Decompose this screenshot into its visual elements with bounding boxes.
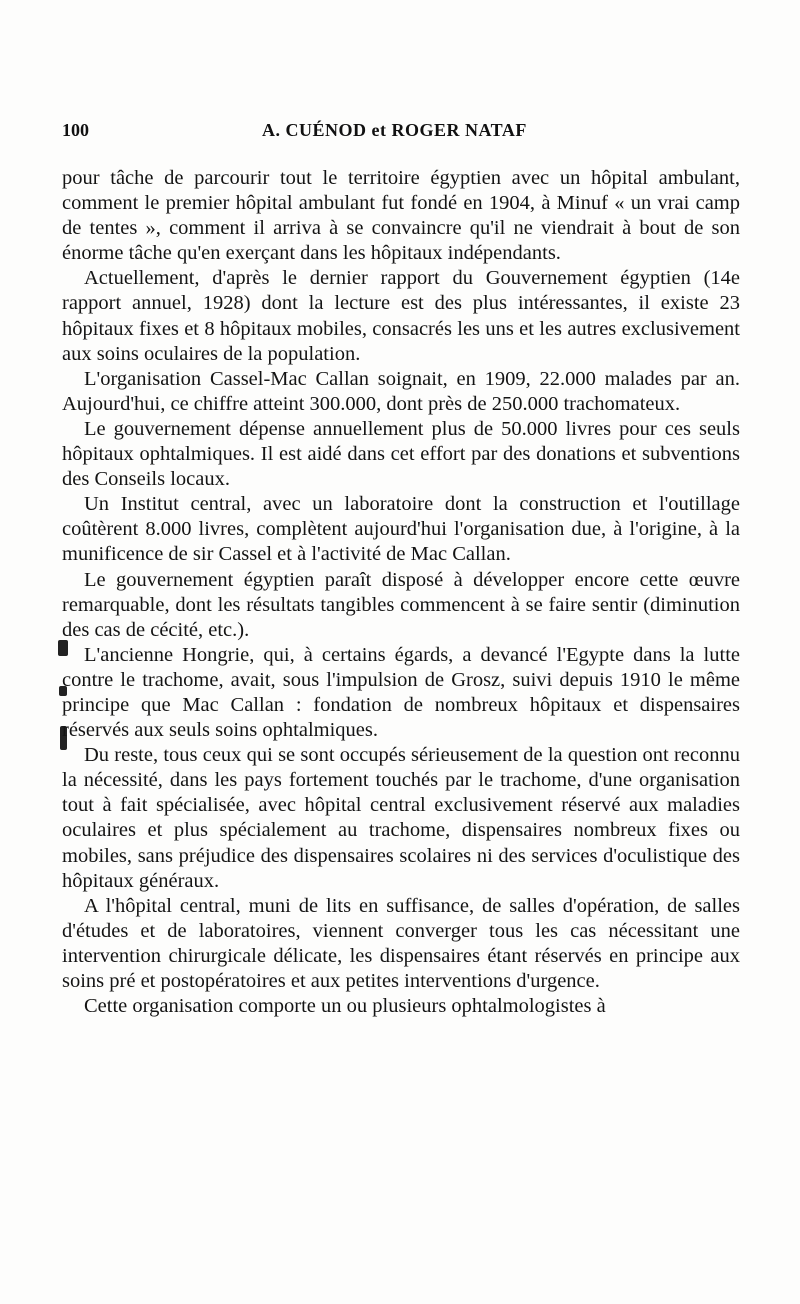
paragraph: L'organisation Cassel-Mac Callan soignait, en 1909, 22.000 malades par an. Aujourd'hui, ce chiffre atteint 300.000, dont près de 250.000 trachomateux. [62,367,740,415]
paragraph: Le gouvernement dépense annuellement plus de 50.000 livres pour ces seuls hôpitaux ophtalmiques. Il est aidé dans cet effort par des donations et subventions des Conseils locaux. [62,417,740,491]
paragraph: A l'hôpital central, muni de lits en suffisance, de salles d'opération, de salles d'études et de laboratoires, viennent converger tous les cas nécessitant une intervention chirurgicale délicate, les dispensaires étant réservés en principe aux soins pré et postopératoires et aux petites interventions d'urgence. [62,894,740,992]
page-header [62,120,742,144]
paragraph: Actuellement, d'après le dernier rapport du Gouvernement égyptien (14e rapport annuel, 1928) dont la lecture est des plus intéressantes, il existe 23 hôpitaux fixes et 8 hôpitaux mobiles, consacrés les uns et les autres exclusivement aux soins oculaires de la population. [62,267,740,365]
paragraph: Le gouvernement égyptien paraît disposé à développer encore cette œuvre remarquable, dont les résultats tangibles commencent à se faire sentir (diminution des cas de cécité, etc.). [62,568,740,641]
paragraph: L'ancienne Hongrie, qui, à certains égards, a devancé l'Egypte dans la lutte contre le trachome, avait, sous l'impulsion de Grosz, suivi depuis 1910 le même principe que Mac Callan : fondation de nombreux hôpitaux et dispensaires réservés aux seuls soins ophtalmiques. [62,643,740,742]
paragraph: Du reste, tous ceux qui se sont occupés sérieusement de la question ont reconnu la nécessité, dans les pays fortement touchés par le trachome, d'une organisation tout à fait spécialisée, avec hôpital central exclusivement réservé aux maladies oculaires et plus spécialement au trachome, dispensaires nombreux fixes ou mobiles, sans préjudice des dispensaires scolaires ni des services d'oculistique des hôpitaux généraux. [62,744,740,892]
paragraph: pour tâche de parcourir tout le territoire égyptien avec un hôpital ambulant, comment le premier hôpital ambulant fut fondé en 1904, à Minuf « un vrai camp de tentes », comment il arriva à se convaincre qu'il ne viendrait à bout de son énorme tâche qu'en exerçant dans les hôpitaux indépendants. [62,167,740,265]
body-text [62,166,740,1019]
paragraph: Cette organisation comporte un ou plusieurs ophtalmologistes à [84,995,606,1018]
page-number: 100 [62,120,89,140]
paragraph: Un Institut central, avec un laboratoire dont la construction et l'outillage coûtèrent 8.000 livres, complètent aujourd'hui l'organisation due, à l'origine, à la munificence de sir Cassel et à l'activité de Mac Callan. [62,493,740,566]
running-head: A. CUÉNOD et ROGER NATAF [262,120,527,140]
